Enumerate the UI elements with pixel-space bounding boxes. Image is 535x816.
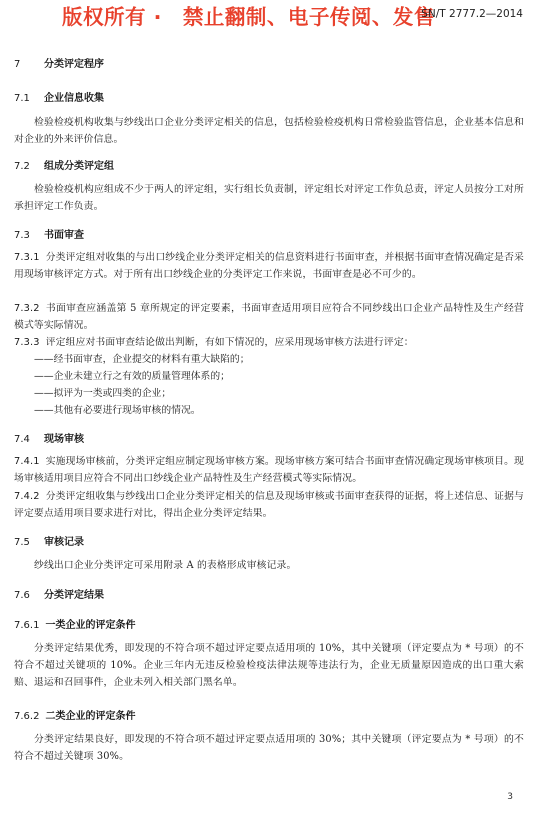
section-title: 一类企业的评定条件 <box>45 620 136 631</box>
page-number: 3 <box>507 792 513 802</box>
paragraph-7-3-3 <box>14 335 524 352</box>
clause-number: 7.3.3 <box>14 337 40 348</box>
section-7-6-2-heading <box>14 710 135 724</box>
clause-number: 7.3.2 <box>14 303 40 314</box>
list-item: ——企业未建立行之有效的质量管理体系的； <box>34 371 230 382</box>
section-title: 分类评定程序 <box>44 59 104 70</box>
paragraph-7-2: 检验检疫机构应组成不少于两人的评定组，实行组长负责制，评定组长对评定工作负总责，评定人员按分工对所承担评定工作负责。 <box>14 184 524 212</box>
section-title: 审核记录 <box>44 537 84 548</box>
section-number: 7 <box>14 59 21 70</box>
section-title: 现场审核 <box>44 434 84 445</box>
section-7-6-1-heading <box>14 619 135 633</box>
section-number: 7.6.2 <box>14 711 40 722</box>
clause-text: 实施现场审核前，分类评定组应制定现场审核方案。现场审核方案可结合书面审查情况确定现场审核项目。现场审核适用项目应符合不同出口纱线企业产品特性及生产经营模式等实际情况。 <box>14 456 524 484</box>
paragraph-7-5: 纱线出口企业分类评定可采用附录 A 的表格形成审核记录。 <box>34 560 297 571</box>
section-number: 7.5 <box>14 537 30 548</box>
section-title: 书面审查 <box>44 230 84 241</box>
paragraph-7-4-2 <box>14 489 524 523</box>
list-item: ——经书面审查，企业提交的材料有重大缺陷的； <box>34 354 250 365</box>
copyright-watermark: 版权所有 · 禁止翻制、电子传阅、发售 <box>62 5 435 29</box>
standard-code: SN/T 2777.2—2014 <box>421 8 523 20</box>
paragraph-7-6-2: 分类评定结果良好，即发现的不符合项不超过评定要点适用项的 30%；其中关键项（评定要点为 * 号项）的不符合不超过关键项 30%。 <box>14 734 524 762</box>
clause-text: 评定组应对书面审查结论做出判断，有如下情况的，应采用现场审核方法进行评定： <box>45 337 414 348</box>
section-number: 7.2 <box>14 161 30 172</box>
section-7-2-heading <box>14 160 114 174</box>
section-7-3-heading <box>14 229 84 243</box>
section-7-5-heading <box>14 536 84 550</box>
section-title: 二类企业的评定条件 <box>45 711 136 722</box>
section-title: 组成分类评定组 <box>44 161 114 172</box>
section-number: 7.3 <box>14 230 30 241</box>
paragraph-7-4-1 <box>14 454 524 488</box>
clause-text: 书面审查应涵盖第 5 章所规定的评定要素，书面审查适用项目应符合不同纱线出口企业产品特性及生产经营模式等实际情况。 <box>14 303 524 331</box>
list-item: ——其他有必要进行现场审核的情况。 <box>34 405 201 416</box>
section-7-1-heading <box>14 92 104 106</box>
section-7-heading <box>14 58 104 72</box>
clause-number: 7.4.2 <box>14 491 40 502</box>
paragraph-7-6-1: 分类评定结果优秀，即发现的不符合项不超过评定要点适用项的 10%，其中关键项（评定要点为 * 号项）的不符合不超过关键项的 10%。企业三年内无违反检验检疫法律法规等违法行为，企业无质量原因造成的出口重大索赔、退运和召回事件，企业未列入相关部门黑名单。 <box>14 643 524 688</box>
section-number: 7.6 <box>14 590 30 601</box>
section-number: 7.4 <box>14 434 30 445</box>
paragraph-7-3-1 <box>14 250 524 284</box>
section-number: 7.1 <box>14 93 30 104</box>
paragraph-7-3-2 <box>14 301 524 335</box>
paragraph-7-1: 检验检疫机构收集与纱线出口企业分类评定相关的信息，包括检验检疫机构日常检验监管信息，企业基本信息和对企业的外来评价信息。 <box>14 117 524 145</box>
list-item: ——拟评为一类或四类的企业； <box>34 388 172 399</box>
clause-number: 7.4.1 <box>14 456 40 467</box>
section-title: 企业信息收集 <box>44 93 104 104</box>
section-number: 7.6.1 <box>14 620 40 631</box>
section-7-6-heading <box>14 589 104 603</box>
clause-text: 分类评定组对收集的与出口纱线企业分类评定相关的信息资料进行书面审查，并根据书面审查情况确定是否采用现场审核评定方式。对于所有出口纱线企业的分类评定工作来说，书面审查是必不可少的。 <box>14 252 524 280</box>
section-7-4-heading <box>14 433 84 447</box>
clause-text: 分类评定组收集与纱线出口企业分类评定相关的信息及现场审核或书面审查获得的证据，将上述信息、证据与评定要点适用项目要求进行对比，得出企业分类评定结果。 <box>14 491 524 519</box>
section-title: 分类评定结果 <box>44 590 104 601</box>
clause-number: 7.3.1 <box>14 252 40 263</box>
